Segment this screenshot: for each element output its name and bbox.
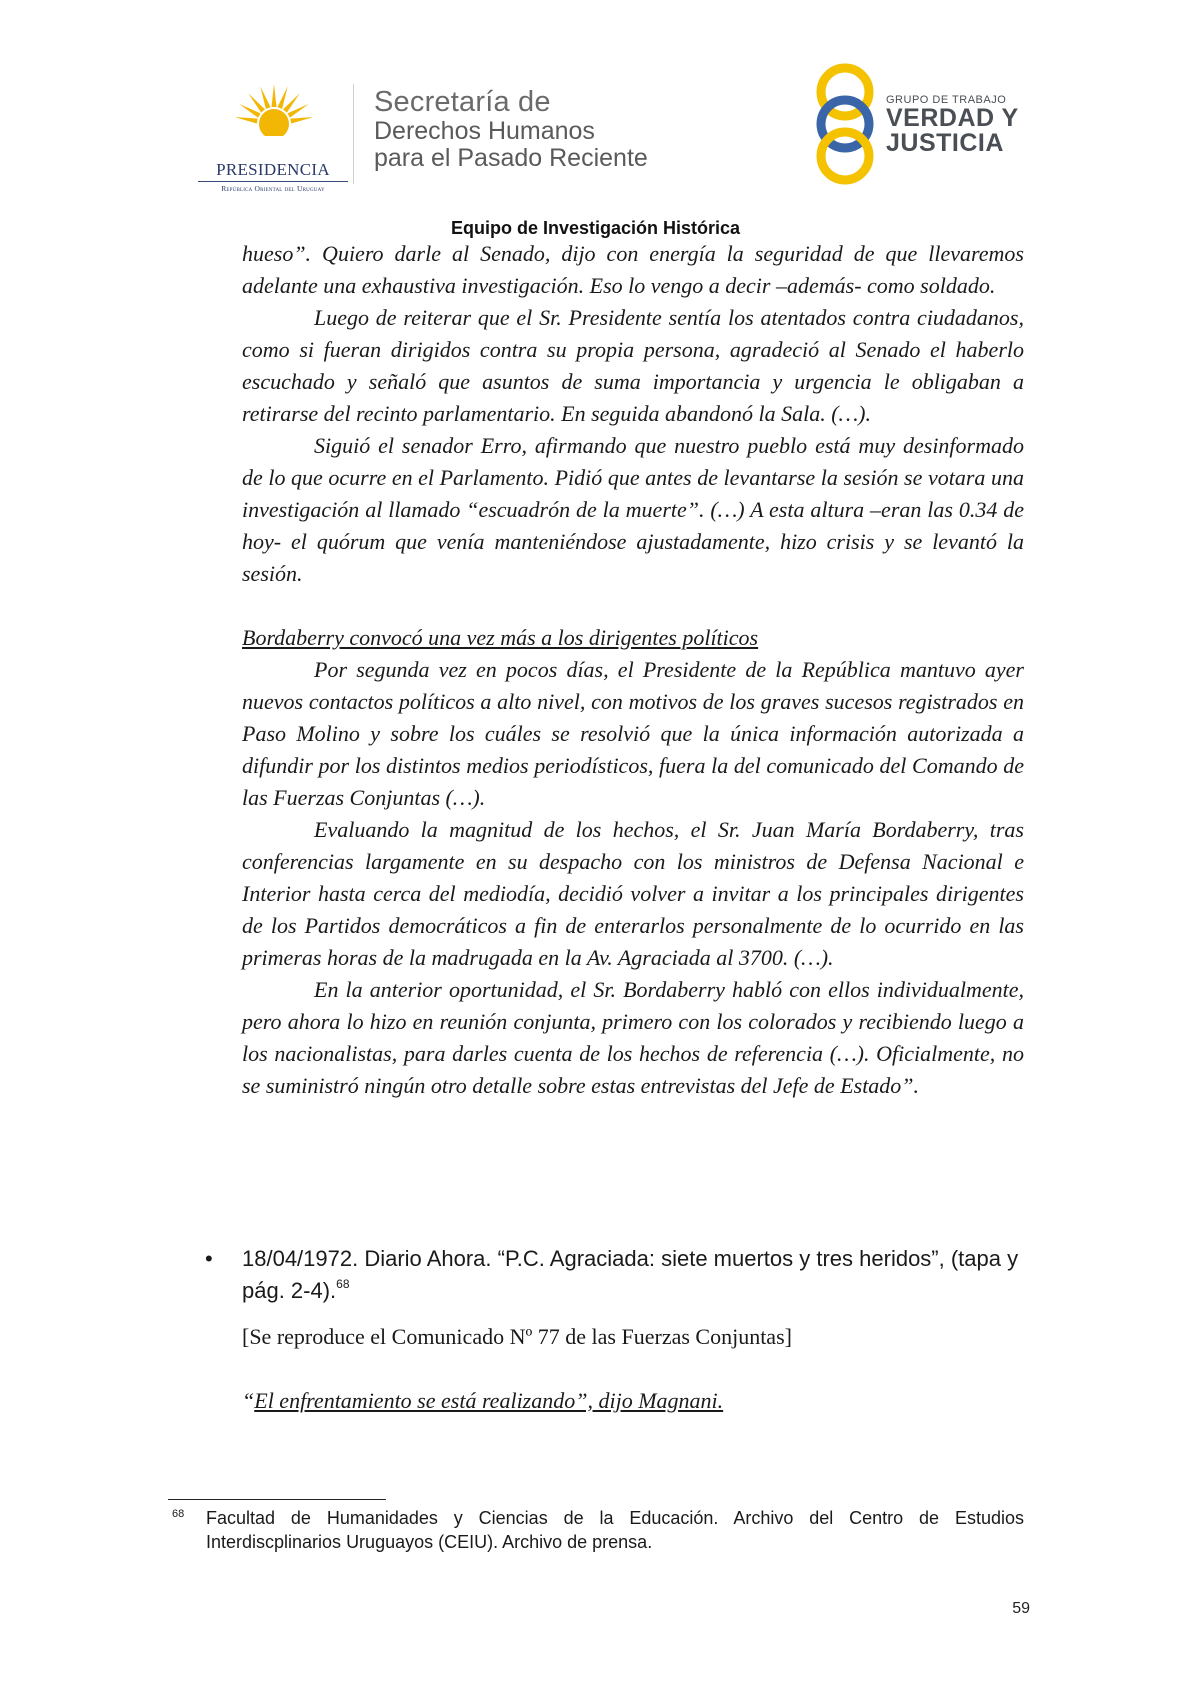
entry-citation: 18/04/1972. Diario Ahora. “P.C. Agraciada: siete muertos y tres heridos”, (tapa y pág. 2-4).: [242, 1246, 1019, 1303]
header-logos: [0, 60, 1191, 193]
logo-divider: [353, 84, 354, 184]
page-number: 59: [1012, 1600, 1030, 1617]
reproduction-note: [Se reproduce el Comunicado Nº 77 de las Fuerzas Conjuntas]: [242, 1324, 792, 1349]
paragraph-1: hueso”. Quiero darle al Senado, dijo con energía la seguridad de que llevaremos adelante una exhaustiva investigación. Eso lo vengo a decir –además- como soldado.: [242, 241, 1024, 298]
bullet-icon: •: [205, 1246, 213, 1271]
secretaria-logo: [374, 88, 648, 171]
bullet-text: [242, 1243, 1025, 1307]
footnote-rule: [168, 1499, 386, 1500]
magnani-heading: [242, 1385, 723, 1417]
paragraph-3: Siguió el senador Erro, afirmando que nuestro pueblo está muy desinformado de lo que ocurre en el Parlamento. Pidió que antes de levantarse la sesión se votara una investigación al llamado “escuadrón de la muerte”. (…) A esta altura –eran las 0.34 de hoy- el quórum que venía manteniéndose ajustadamente, hizo crisis y se levantó la sesión.: [242, 433, 1024, 586]
footnote: [168, 1506, 1024, 1554]
presidencia-subtitle: República Oriental del Uruguay: [221, 184, 325, 193]
presidencia-rule: [198, 181, 348, 182]
verdad-justicia-logo: [810, 62, 1030, 187]
footnote-reference: 68: [336, 1277, 350, 1291]
justicia-label: JUSTICIA: [886, 129, 1004, 157]
paragraph-4: Por segunda vez en pocos días, el Presidente de la República mantuvo ayer nuevos contactos políticos a alto nivel, con motivos de los graves sucesos registrados en Paso Molino y sobre los cuáles se resolvió que la única información autorizada a difundir por los distintos medios periodísticos, fuera la del comunicado del Comando de las Fuerzas Conjuntas (…).: [242, 657, 1024, 810]
secretaria-line-2: Derechos Humanos: [374, 117, 595, 145]
footnote-number: 68: [172, 1508, 185, 1520]
secretaria-line-1: Secretaría de: [374, 86, 551, 118]
verdad-justicia-text: [886, 94, 1019, 156]
paragraph-5: Evaluando la magnitud de los hechos, el Sr. Juan María Bordaberry, tras conferencias largamente en su despacho con los ministros de Defensa Nacional e Interior hasta cerca del mediodía, decidió volver a invitar a los principales dirigentes de los Partidos democráticos a fin de enterarlos personalmente de lo ocurrido en las primeras horas de la madrugada en la Av. Agraciada al 3700. (…).: [242, 817, 1024, 970]
presidencia-name: PRESIDENCIA: [216, 160, 330, 179]
team-title: Equipo de Investigación Histórica: [450, 218, 741, 238]
subheading: Bordaberry convocó una vez más a los dirigentes políticos: [242, 625, 759, 650]
presidencia-logo: [198, 80, 348, 195]
paragraph-gap: [242, 590, 1024, 622]
paragraph-2: Luego de reiterar que el Sr. Presidente sentía los atentados contra ciudadanos, como si fueran dirigidos contra su propia persona, agradeció al Senado el haberlo escuchado y señaló que asuntos de suma importancia y urgencia le obligaban a retirarse del recinto parlamentario. En seguida abandonó la Sala. (…).: [242, 305, 1024, 426]
linked-rings-icon: [810, 62, 880, 187]
body-text: [242, 238, 1024, 1102]
footnote-text: Facultad de Humanidades y Ciencias de la Educación. Archivo del Centro de Estudios Interdiscplinarios Uruguayos (CEIU). Archivo de prensa.: [206, 1508, 1024, 1552]
grupo-de-trabajo-label: GRUPO DE TRABAJO: [886, 94, 1007, 106]
verdad-y-label: VERDAD Y: [886, 104, 1019, 132]
press-entry: [205, 1243, 1025, 1307]
secretaria-line-3: para el Pasado Reciente: [374, 144, 648, 172]
sun-icon: [236, 80, 312, 156]
paragraph-6: En la anterior oportunidad, el Sr. Bordaberry habló con ellos individualmente, pero ahora lo hizo en reunión conjunta, primero con los colorados y recibiendo luego a los nacionalistas, para darles cuenta de los hechos de referencia (…). Oficialmente, no se suministró ningún otro detalle sobre estas entrevistas del Jefe de Estado”.: [242, 977, 1024, 1098]
bullet-item: [205, 1243, 1025, 1307]
magnani-quote: El enfrentamiento se está realizando”, dijo Magnani.: [254, 1388, 724, 1413]
quote-open: “: [242, 1388, 255, 1413]
